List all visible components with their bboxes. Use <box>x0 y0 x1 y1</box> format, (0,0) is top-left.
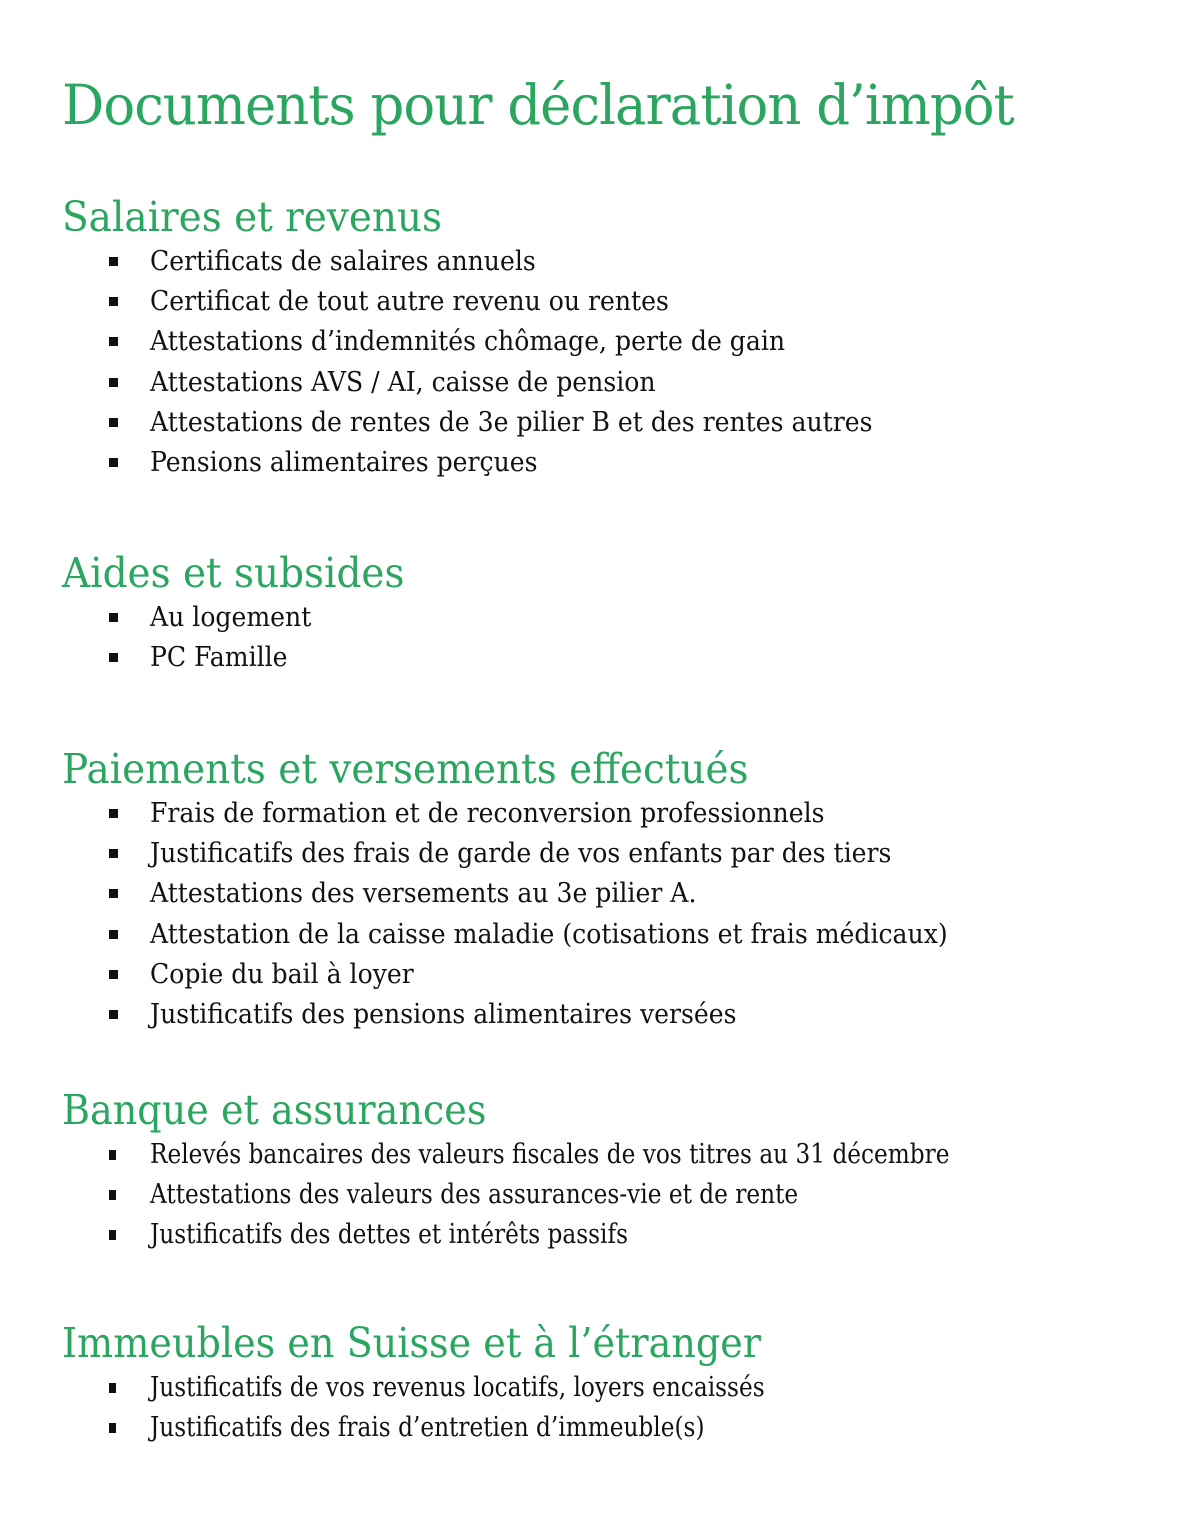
bullet-list <box>62 794 1008 1035</box>
square-bullet-icon <box>109 378 118 387</box>
section-heading: Aides et subsides <box>62 549 405 597</box>
section-immeubles <box>62 1318 865 1448</box>
list-item-text: Attestations des valeurs des assurances-vie et de rente <box>150 1179 799 1211</box>
list-item <box>62 242 927 282</box>
square-bullet-icon <box>109 653 118 662</box>
section-heading: Immeubles en Suisse et à l’étranger <box>62 1319 762 1367</box>
square-bullet-icon <box>109 418 118 427</box>
list-item-text: Justificatifs des pensions alimentaires versées <box>150 998 737 1030</box>
square-bullet-icon <box>109 297 118 306</box>
square-bullet-icon <box>109 1150 116 1160</box>
square-bullet-icon <box>109 809 118 818</box>
bullet-list <box>62 598 422 678</box>
bullet-list <box>62 242 927 483</box>
list-item-text: Attestations de rentes de 3e pilier B et des rentes autres <box>150 406 873 438</box>
list-item-text: Relevés bancaires des valeurs fiscales de vos titres au 31 décembre <box>150 1139 950 1170</box>
list-item <box>62 598 422 638</box>
list-item-text: Attestation de la caisse maladie (cotisations et frais médicaux) <box>150 918 948 950</box>
list-item-text: Justificatifs de vos revenus locatifs, loyers encaissés <box>150 1372 765 1403</box>
section-paiements-versements <box>62 744 1008 1035</box>
section-salaires-revenus <box>62 192 927 483</box>
square-bullet-icon <box>109 613 118 622</box>
list-item <box>62 794 1008 834</box>
list-item <box>62 363 927 403</box>
list-item-text: Attestations AVS / AI, caisse de pension <box>150 366 656 398</box>
list-item-text: Justificatifs des dettes et intérêts passifs <box>150 1219 628 1251</box>
square-bullet-icon <box>109 1230 116 1240</box>
square-bullet-icon <box>109 1190 116 1200</box>
list-item-text: Frais de formation et de reconversion professionnels <box>150 798 825 829</box>
list-item-text: Justificatifs des frais de garde de vos enfants par des tiers <box>150 838 892 870</box>
section-heading: Salaires et revenus <box>62 193 443 241</box>
square-bullet-icon <box>109 337 118 346</box>
square-bullet-icon <box>109 458 118 467</box>
list-item <box>62 1175 1080 1215</box>
list-item-text: Certificat de tout autre revenu ou rentes <box>150 286 669 318</box>
list-item-text: Certificats de salaires annuels <box>150 246 536 277</box>
list-item <box>62 915 1008 955</box>
list-item <box>62 282 927 322</box>
bullet-list <box>62 1368 865 1448</box>
list-item <box>62 1215 1080 1255</box>
section-heading: Paiements et versements effectués <box>62 745 749 793</box>
section-aides-subsides <box>62 548 422 678</box>
square-bullet-icon <box>109 1010 118 1019</box>
list-item <box>62 1368 865 1408</box>
list-item <box>62 443 927 483</box>
square-bullet-icon <box>109 1423 116 1433</box>
list-item-text: Attestations des versements au 3e pilier A. <box>150 878 697 910</box>
square-bullet-icon <box>109 970 118 979</box>
list-item <box>62 638 422 678</box>
section-banque-assurances <box>62 1085 1080 1256</box>
list-item-text: Attestations d’indemnités chômage, perte de gain <box>150 326 786 358</box>
list-item-text: PC Famille <box>150 642 288 674</box>
list-item <box>62 955 1008 995</box>
list-item-text: Pensions alimentaires perçues <box>150 446 538 478</box>
square-bullet-icon <box>109 889 118 898</box>
list-item-text: Copie du bail à loyer <box>150 958 414 990</box>
list-item-text: Au logement <box>150 602 312 633</box>
list-item <box>62 403 927 443</box>
section-heading: Banque et assurances <box>62 1086 487 1134</box>
list-item <box>62 322 927 362</box>
square-bullet-icon <box>109 257 118 266</box>
list-item-text: Justificatifs des frais d’entretien d’immeuble(s) <box>150 1412 705 1444</box>
list-item <box>62 1408 865 1448</box>
square-bullet-icon <box>109 849 118 858</box>
list-item <box>62 1135 1080 1175</box>
list-item <box>62 874 1008 914</box>
page-title: Documents pour déclaration d’impôt <box>62 72 1014 137</box>
list-item <box>62 995 1008 1035</box>
square-bullet-icon <box>109 1383 116 1393</box>
bullet-list <box>62 1135 1080 1256</box>
list-item <box>62 834 1008 874</box>
square-bullet-icon <box>109 930 118 939</box>
